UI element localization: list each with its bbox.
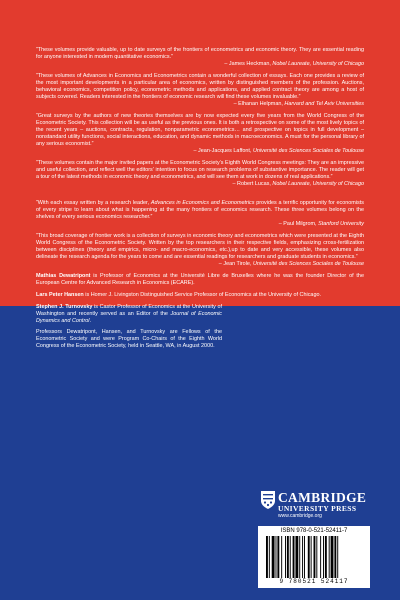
quote-attribution: – Jean-Jacques Laffont, Université des Sciences Sociales de Toulouse xyxy=(193,147,364,154)
barcode-panel xyxy=(258,526,370,588)
quote-attribution: – James Heckman, Nobel Laureate, University of Chicago xyxy=(224,60,364,67)
barcode-number: 9 780521 524117 xyxy=(279,578,349,585)
quote-attribution: – Robert Lucas, Nobel Laureate, University of Chicago xyxy=(232,180,364,187)
isbn-label: ISBN 978-0-521-52411-7 xyxy=(280,528,348,534)
quote-heckman xyxy=(36,47,364,68)
publisher-url: www.cambridge.org xyxy=(278,513,322,519)
university-crest-icon xyxy=(260,490,276,510)
quote-text: “This broad coverage of frontier work is a collection of surveys in economic theory and econometrics which were presented at the Eighth World Congress of the Econometric Society. Written by the top researchers in their respective fields, emphasizing cross-fertilization between disciplines (theory and empirics, micro- and macro-economics, etc.),up to date and very accessible, these volumes also delineate the research agenda for the years to come and are essential readings for researchers and graduate students in economics.” xyxy=(36,232,364,260)
quote-milgrom xyxy=(36,200,364,228)
bio-turnovsky: Stephen J. Turnovsky is Castor Professor of Economics at the University of Washington and recently served as an Editor of the Journal of Economic Dynamics and Control. xyxy=(36,303,222,324)
quote-text: “These volumes of Advances in Economics and Econometrics contain a wonderful collection of essays. Each one provides a review of the most important developments in a particular area of economics, written by distinguished members of the profession. Auctions, behavioral economics, competition policy, econometric methods and applications, and applied contract theory are among a host of subjects covered. Readers interested in the frontiers of economic research will find these volumes invaluable.” xyxy=(36,73,364,100)
bio-dewatripont: Mathias Dewatripont is Professor of Economics at the Université Libre de Bruxelles where he was the founder Director of the European Centre for Advanced Research in Economics (ECARE). xyxy=(36,272,364,286)
quote-text: “These volumes contain the major invited papers at the Econometric Society’s Eighth World Congress meetings: They are an impressive and useful collection, and reflect well the editors’ intention to focus on research problems of substantive importance. The reader will get a tour of the latest methods in economic theory and econometrics, and will see them at work in dozens of real applications.” xyxy=(36,160,364,180)
quote-attribution: – Elhanan Helpman, Harvard and Tel Aviv Universities xyxy=(233,100,364,107)
quote-attribution: – Paul Milgrom, Stanford University xyxy=(278,220,364,227)
quote-laffont xyxy=(36,113,364,154)
quote-attribution: – Jean Tirole, Université des Sciences Sociales de Toulouse xyxy=(218,260,364,267)
quote-text: “Great surveys by the authors of new theories themselves are by now expected every five years from the World Congress of the Econometric Society. This collection will be as useful as the previous ones. It is both a retrospective on some of the most lively topics of the recent years – auctions, contracts, regulation, nonparametric econometrics… and prospective on topics in full development – nonstandard utility functions, social interactions, education, and dynamic methods in macroeconomics. A must for the personal library of any serious economist.” xyxy=(36,113,364,147)
quote-tirole xyxy=(36,233,364,268)
quote-text: “With each essay written by a research leader, Advances in Economics and Econometrics provides a terrific opportunity for economists of every stripe to learn about what is happening at the many frontiers of economics research. These three volumes belong on the shelves of every serious economics researcher.” xyxy=(36,199,364,220)
publisher-name: CAMBRIDGE xyxy=(278,490,367,505)
bio-fellows: Professors Dewatripont, Hansen, and Turnovsky are Fellows of the Econometric Society and were Program Co-Chairs of the Eighth World Congress of the Econometric Society, held in Seattle, WA, in August 2000. xyxy=(36,329,222,350)
back-cover-text xyxy=(36,47,364,355)
quote-helpman xyxy=(36,73,364,108)
publisher-press: UNIVERSITY PRESS xyxy=(278,504,357,513)
quote-lucas xyxy=(36,160,364,188)
bio-hansen: Lars Peter Hansen is Homer J. Livingston Distinguished Service Professor of Economics at the University of Chicago. xyxy=(36,291,322,298)
barcode-icon xyxy=(266,536,362,578)
quote-text: “These volumes provide valuable, up to date surveys of the frontiers of econometrics and economic theory. They are essential reading for anyone interested in modern quantitative economics.” xyxy=(36,47,364,60)
